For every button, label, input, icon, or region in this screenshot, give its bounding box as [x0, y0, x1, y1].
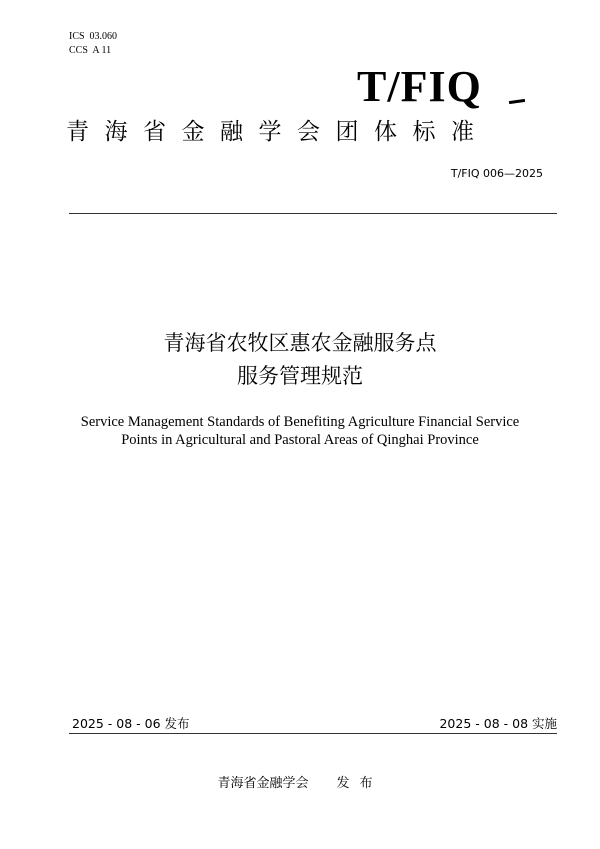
- top-divider: [69, 213, 557, 214]
- chinese-title-line-2: 服务管理规范: [237, 364, 363, 388]
- chinese-title-line-1: 青海省农牧区惠农金融服务点: [163, 331, 437, 355]
- english-title-line-1: Service Management Standards of Benefiting Agriculture Financial Service: [80, 414, 520, 430]
- publisher-line: [0, 776, 600, 792]
- publish-label: 发布: [336, 776, 383, 791]
- ics-code: ICS 03.060: [69, 31, 118, 42]
- organization-standard-title: 青海省金融学会团体标准: [66, 119, 490, 145]
- english-title-line-2: Points in Agricultural and Pastoral Areas of Qinghai Province: [121, 432, 479, 448]
- standard-logo: T/FIQ: [357, 62, 482, 111]
- issue-date: 2025 - 08 - 06 发布: [72, 716, 190, 731]
- publisher-name: 青海省金融学会: [217, 776, 309, 791]
- standard-number: T/FIQ 006—2025: [450, 167, 543, 180]
- ccs-code: CCS A 11: [69, 45, 112, 56]
- implementation-date: 2025 - 08 - 08 实施: [439, 716, 557, 731]
- bottom-divider: [69, 733, 557, 734]
